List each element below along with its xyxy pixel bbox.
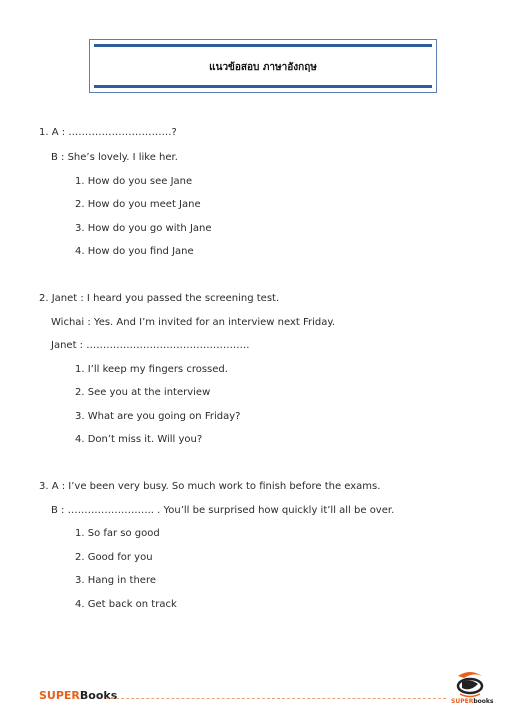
q3-prompt: 3. A : I’ve been very busy. So much work to finish before the exams. (39, 481, 381, 492)
q1-prompt: 1. A : ………………………….? (39, 127, 177, 138)
q3-response: B : …………………….. . You’ll be surprised how quickly it’ll all be over. (51, 505, 395, 516)
q2-option-2: 2. See you at the interview (75, 387, 211, 398)
q1-option-3: 3. How do you go with Jane (75, 223, 212, 234)
header-rule-top (94, 44, 432, 47)
logo-books: books (473, 698, 494, 705)
q1-option-4: 4. How do you find Jane (75, 246, 194, 257)
q3-option-4: 4. Get back on track (75, 599, 177, 610)
footer-divider (106, 698, 446, 699)
header-rule-bottom (94, 85, 432, 88)
page-title: แนวข้อสอบ ภาษาอังกฤษ (209, 62, 317, 73)
q1-option-1: 1. How do you see Jane (75, 176, 193, 187)
q2-line-2: Wichai : Yes. And I’m invited for an interview next Friday. (51, 317, 336, 328)
q3-option-3: 3. Hang in there (75, 575, 156, 586)
header-box (89, 39, 437, 93)
footer-brand-books: Books (79, 689, 118, 702)
logo-super: SUPER (451, 698, 474, 705)
q2-option-3: 3. What are you going on Friday? (75, 411, 241, 422)
q2-option-4: 4. Don’t miss it. Will you? (75, 434, 203, 445)
q3-option-2: 2. Good for you (75, 552, 153, 563)
q2-option-1: 1. I’ll keep my fingers crossed. (75, 364, 228, 375)
q2-line-3: Janet : …………………………………………. (51, 340, 250, 351)
logo-wordmark (451, 698, 493, 705)
q1-response: B : She’s lovely. I like her. (51, 152, 178, 163)
q3-option-1: 1. So far so good (75, 528, 160, 539)
footer-brand (39, 689, 117, 702)
footer-brand-super: SUPER (39, 689, 80, 702)
q2-prompt: 2. Janet : I heard you passed the screening test. (39, 293, 280, 304)
q1-option-2: 2. How do you meet Jane (75, 199, 201, 210)
